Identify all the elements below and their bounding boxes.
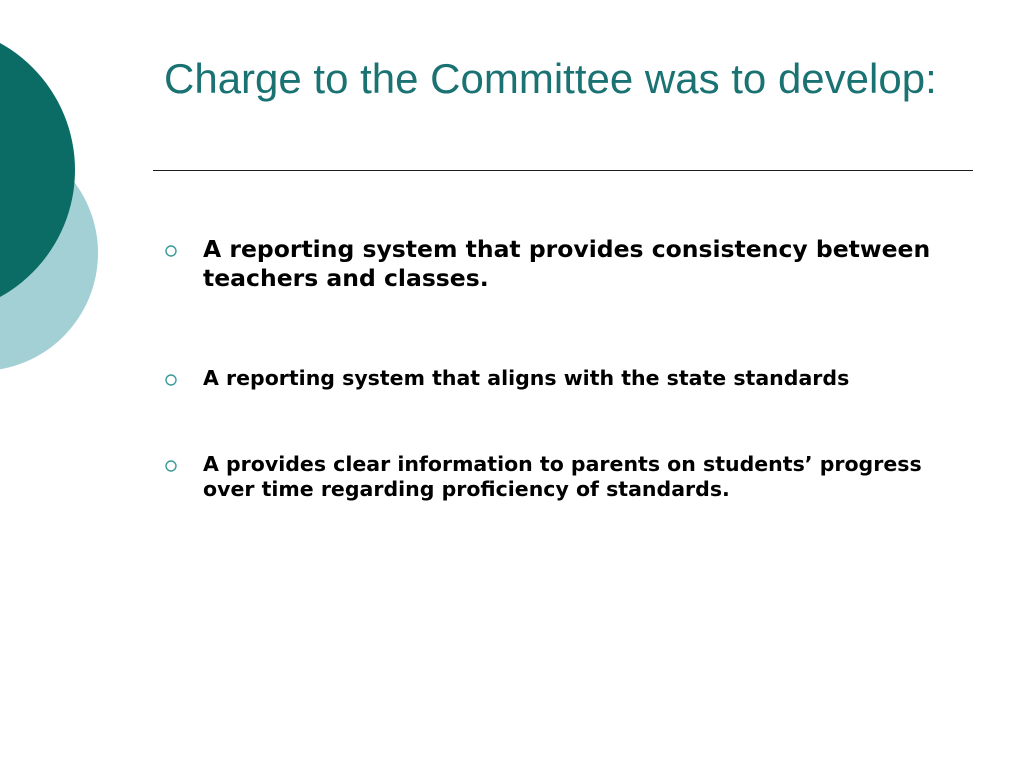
hollow-circle-bullet-icon <box>164 373 178 387</box>
bullet-item <box>164 366 954 391</box>
hollow-circle-bullet-icon <box>164 459 178 473</box>
bullet-text: A reporting system that provides consistency between teachers and classes. <box>203 235 931 292</box>
bullet-text: A reporting system that aligns with the state standards <box>203 366 850 390</box>
bullet-item <box>164 452 954 502</box>
bullet-text: A provides clear information to parents on students’ progress over time regarding proficiency of standards. <box>203 452 922 501</box>
title-divider <box>153 170 973 171</box>
hollow-circle-bullet-icon <box>164 244 178 258</box>
slide-title: Charge to the Committee was to develop: <box>164 55 937 102</box>
decorative-circles <box>0 0 110 420</box>
bullet-item <box>164 235 954 293</box>
